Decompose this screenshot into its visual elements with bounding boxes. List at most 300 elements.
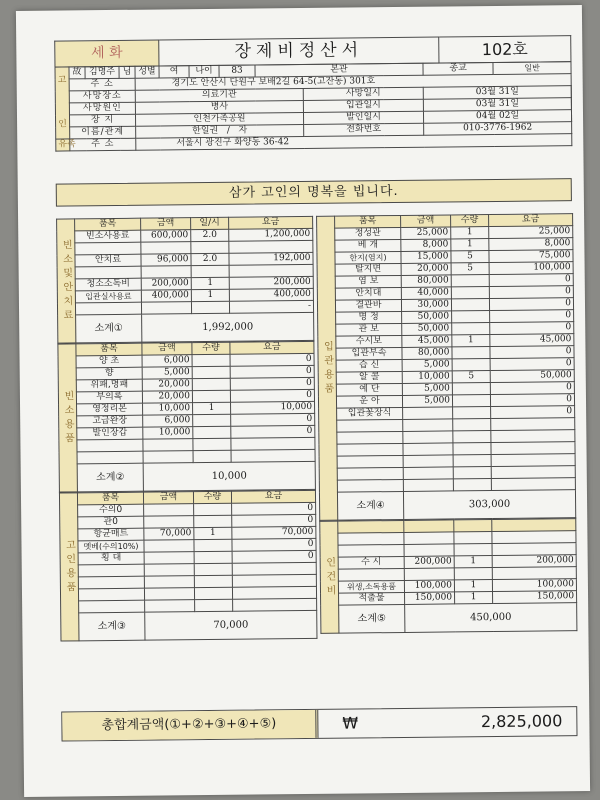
item-header: 품목 — [335, 215, 401, 228]
item-cell — [337, 479, 403, 492]
item-cell: 발인장갑 — [77, 427, 143, 440]
item-cell: 결관바 — [335, 299, 401, 312]
total-cell: 0 — [232, 514, 316, 527]
qty-cell — [192, 390, 230, 402]
section-encoffin-table — [316, 213, 576, 521]
item-cell — [78, 576, 144, 589]
subtotal-label: 소계⑤ — [339, 604, 405, 633]
subtotal-row — [58, 312, 314, 343]
qty-cell: 1 — [191, 289, 229, 301]
amount-cell — [403, 443, 453, 456]
amount-cell: 100,000 — [404, 580, 454, 593]
amount-cell — [144, 564, 194, 577]
amount-cell — [404, 568, 454, 581]
total-cell: - — [229, 300, 313, 313]
qty-cell — [194, 503, 232, 515]
page-title: 장제비정산서 — [159, 37, 439, 66]
amount-cell — [144, 516, 194, 529]
qty-cell: 1 — [451, 239, 489, 251]
qty-cell — [454, 532, 492, 544]
amount-cell — [143, 451, 193, 464]
total-cell: 0 — [490, 358, 574, 371]
amount-cell: 45,000 — [402, 335, 452, 348]
item-cell: 안치대 — [335, 287, 401, 300]
total-cell: 150,000 — [493, 591, 577, 604]
amount-cell — [404, 544, 454, 557]
family-side-label: 유족 — [56, 139, 70, 151]
amount-cell: 5,000 — [402, 359, 452, 372]
section-deceased-goods-table — [59, 490, 318, 642]
family-name-relation: 한일권 / 자 — [136, 124, 304, 138]
item-cell — [338, 532, 404, 545]
amount-cell: 20,000 — [142, 379, 192, 392]
amount-cell — [144, 588, 194, 601]
total-cell: 0 — [230, 365, 314, 378]
item-cell: 양 초 — [76, 355, 142, 368]
item-cell: 안치료 — [75, 254, 141, 267]
item-cell: 관0 — [78, 516, 144, 529]
amount-cell — [144, 576, 194, 589]
item-cell: 수 시 — [338, 556, 404, 569]
amount-cell: 15,000 — [401, 251, 451, 264]
total-cell: 75,000 — [489, 250, 573, 263]
item-cell — [338, 568, 404, 581]
age-label: 나이 — [189, 65, 219, 77]
section-label: 빈소용품 — [58, 344, 78, 492]
item-cell: 탈지면 — [335, 263, 401, 276]
total-cell — [232, 586, 316, 599]
item-cell: 향 — [76, 367, 142, 380]
item-cell: 관 보 — [336, 323, 402, 336]
item-cell: 입관부속 — [336, 347, 402, 360]
total-cell: 0 — [490, 394, 574, 407]
qty-cell: 1 — [455, 592, 493, 604]
total-cell — [231, 449, 315, 462]
qty-cell — [192, 378, 230, 390]
amount-cell: 20,000 — [142, 391, 192, 404]
amount-header: 금액 — [143, 492, 193, 505]
qty-header: 수량 — [193, 491, 231, 503]
age-value: 83 — [219, 65, 255, 77]
total-cell: 0 — [489, 286, 573, 299]
total-cell: 200,000 — [229, 276, 313, 289]
total-cell: 0 — [230, 389, 314, 402]
amount-cell: 8,000 — [401, 239, 451, 252]
subtotal-row — [61, 610, 317, 641]
item-cell — [77, 439, 143, 452]
subtotal-row — [59, 461, 315, 492]
qty-cell — [452, 323, 490, 335]
amount-cell: 40,000 — [401, 287, 451, 300]
subtotal-value: 1,992,000 — [142, 312, 314, 342]
amount-cell — [403, 467, 453, 480]
amount-cell: 96,000 — [141, 254, 191, 267]
qty-cell — [192, 366, 230, 378]
qty-cell — [453, 455, 491, 467]
amount-cell: 50,000 — [402, 323, 452, 336]
item-cell: 위생,소독용품 — [338, 580, 404, 593]
total-cell: 0 — [230, 377, 314, 390]
amount-cell: 80,000 — [401, 275, 451, 288]
amount-cell: 25,000 — [401, 227, 451, 240]
amount-cell: 600,000 — [141, 230, 191, 243]
total-cell: 8,000 — [489, 238, 573, 251]
item-cell: 베 개 — [335, 239, 401, 252]
right-column — [316, 213, 576, 634]
sex-label: 성별 — [135, 66, 159, 78]
phone-label: 전화번호 — [304, 123, 424, 136]
amount-cell: 6,000 — [142, 355, 192, 368]
qty-cell: 1 — [191, 277, 229, 289]
total-header: 요금 — [229, 216, 313, 229]
qty-cell — [191, 301, 229, 313]
total-cell — [491, 478, 575, 491]
total-cell — [491, 466, 575, 479]
name-label: 故 — [69, 67, 85, 79]
amount-cell: 70,000 — [144, 528, 194, 541]
family-address-label: 주 소 — [70, 138, 136, 151]
total-header: 요금 — [489, 214, 573, 227]
subtotal-row — [321, 603, 577, 634]
total-header — [492, 519, 576, 532]
item-cell: 입관실사용료 — [75, 290, 141, 303]
condolence-banner: 삼가 고인의 명복을 빕니다. — [56, 178, 572, 206]
qty-cell — [452, 359, 490, 371]
qty-cell — [194, 551, 232, 563]
origin-label: 본관 — [255, 63, 423, 77]
amount-cell — [144, 552, 194, 565]
death-date: 03월 31일 — [423, 86, 571, 100]
item-cell — [337, 443, 403, 456]
item-cell: 한지(염지) — [335, 251, 401, 264]
qty-cell: 5 — [451, 251, 489, 263]
deceased-address: 경기도 안산시 단원구 보배2길 64-5(고잔동) 301호 — [135, 74, 571, 91]
amount-header: 금액 — [142, 343, 192, 356]
qty-cell — [193, 450, 231, 462]
item-cell: 알 콜 — [336, 371, 402, 384]
qty-cell — [451, 299, 489, 311]
total-cell: 0 — [490, 322, 574, 335]
amount-cell: 6,000 — [143, 415, 193, 428]
burial-value: 인천가족공원 — [135, 112, 303, 126]
amount-cell — [403, 419, 453, 432]
total-cell: 0 — [232, 550, 316, 563]
qty-cell — [451, 287, 489, 299]
total-cell: 100,000 — [489, 262, 573, 275]
total-cell — [232, 574, 316, 587]
death-date-label: 사망일시 — [303, 87, 423, 100]
qty-cell: 1 — [451, 227, 489, 239]
item-header: 품목 — [75, 218, 141, 231]
subtotal-label: 소계④ — [337, 491, 403, 520]
qty-cell — [453, 467, 491, 479]
burial-label: 장 지 — [69, 114, 135, 127]
family-name-label: 이름/관계 — [70, 126, 136, 139]
item-cell: 적출물 — [339, 592, 405, 605]
total-cell: 0 — [489, 274, 573, 287]
total-cell — [492, 531, 576, 544]
amount-cell — [144, 504, 194, 517]
qty-cell — [194, 563, 232, 575]
qty-cell — [454, 544, 492, 556]
total-cell: 50,000 — [490, 370, 574, 383]
item-cell: 멧베(수의10%) — [78, 540, 144, 553]
amount-header: 금액 — [141, 218, 191, 231]
qty-cell — [453, 479, 491, 491]
total-cell — [231, 437, 315, 450]
name-suffix: 님 — [119, 66, 135, 78]
total-header: 요금 — [231, 490, 315, 503]
deceased-info-table — [54, 61, 572, 151]
amount-cell: 30,000 — [401, 299, 451, 312]
qty-cell — [191, 265, 229, 277]
total-cell: 0 — [490, 346, 574, 359]
subtotal-value: 303,000 — [403, 490, 575, 520]
cause-label: 사망원인 — [69, 102, 135, 115]
total-cell: 0 — [231, 425, 315, 438]
total-cell — [492, 543, 576, 556]
total-cell: 0 — [230, 353, 314, 366]
item-cell: 부의록 — [76, 391, 142, 404]
total-cell — [492, 567, 576, 580]
qty-cell — [453, 407, 491, 419]
item-cell: 고급완장 — [77, 415, 143, 428]
amount-header: 금액 — [401, 215, 451, 228]
item-cell — [77, 451, 143, 464]
total-cell: 0 — [232, 538, 316, 551]
section-label: 고인용품 — [59, 493, 79, 641]
grand-total-value-cell — [318, 707, 576, 738]
departure-date: 04월 02일 — [424, 110, 572, 124]
item-cell — [78, 588, 144, 601]
qty-cell — [451, 275, 489, 287]
total-cell — [233, 598, 317, 611]
place-label: 사망장소 — [69, 90, 135, 103]
address-label: 주 소 — [69, 78, 135, 91]
settlement-sheet — [16, 5, 590, 797]
item-cell: 위패,명패 — [76, 379, 142, 392]
item-header — [338, 520, 404, 533]
subtotal-value: 450,000 — [405, 603, 577, 633]
qty-cell — [194, 575, 232, 587]
total-cell: 10,000 — [231, 401, 315, 414]
item-cell — [75, 302, 141, 315]
total-cell: 200,000 — [492, 555, 576, 568]
departure-label: 발인일시 — [303, 111, 423, 124]
item-cell: 횡 대 — [78, 552, 144, 565]
item-cell: 항균매트 — [78, 528, 144, 541]
qty-cell: 2.0 — [191, 253, 229, 265]
item-cell — [337, 455, 403, 468]
amount-cell: 10,000 — [143, 403, 193, 416]
religion-value: 일반 — [493, 62, 571, 75]
amount-cell: 5,000 — [402, 383, 452, 396]
qty-cell — [452, 395, 490, 407]
qty-cell — [453, 419, 491, 431]
total-cell: 45,000 — [490, 334, 574, 347]
left-column — [56, 216, 316, 642]
qty-header: 수량 — [192, 342, 230, 354]
amount-cell — [141, 242, 191, 255]
amount-cell: 400,000 — [141, 290, 191, 303]
qty-cell — [191, 241, 229, 253]
subtotal-label: 소계② — [77, 463, 143, 492]
amount-cell: 150,000 — [405, 592, 455, 605]
amount-cell — [403, 479, 453, 492]
subtotal-label: 소계③ — [79, 612, 145, 641]
section-supplies-table — [57, 341, 316, 493]
amount-cell: 200,000 — [404, 556, 454, 569]
item-cell: 영정리본 — [77, 403, 143, 416]
item-cell: 예 단 — [336, 383, 402, 396]
amount-cell — [403, 455, 453, 468]
item-header: 품목 — [77, 492, 143, 505]
amount-cell — [143, 439, 193, 452]
amount-cell — [145, 600, 195, 613]
amount-cell — [403, 407, 453, 420]
section-label: 인건비 — [320, 521, 339, 633]
total-cell: 0 — [232, 502, 316, 515]
amount-cell — [141, 266, 191, 279]
qty-header: 일/시 — [191, 217, 229, 229]
item-cell: 명 정 — [336, 311, 402, 324]
total-cell — [229, 240, 313, 253]
stamp: 세 화 — [55, 40, 159, 67]
qty-cell — [453, 431, 491, 443]
amount-cell: 10,000 — [143, 427, 193, 440]
subtotal-label: 소계① — [76, 314, 142, 343]
place-value: 의료기관 — [135, 88, 303, 102]
item-cell — [75, 242, 141, 255]
item-cell — [338, 544, 404, 557]
total-cell: 0 — [489, 298, 573, 311]
item-cell: 정성관 — [335, 227, 401, 240]
qty-cell — [193, 426, 231, 438]
qty-cell — [193, 438, 231, 450]
amount-cell: 5,000 — [402, 395, 452, 408]
total-cell: 100,000 — [492, 579, 576, 592]
qty-cell: 1 — [454, 556, 492, 568]
total-cell — [232, 562, 316, 575]
total-cell — [229, 264, 313, 277]
item-cell: 입관꽃장식 — [337, 407, 403, 420]
total-cell — [491, 454, 575, 467]
sex-value: 여 — [159, 66, 189, 78]
total-cell: 400,000 — [229, 288, 313, 301]
item-cell: 청소소독비 — [75, 278, 141, 291]
item-cell — [337, 431, 403, 444]
qty-cell: 1 — [452, 335, 490, 347]
item-cell: 염 보 — [335, 275, 401, 288]
family-address: 서울시 광진구 화양동 36-42 — [136, 134, 572, 151]
section-labor-table — [319, 518, 577, 634]
item-cell: 빈소사용료 — [75, 230, 141, 243]
subtotal-value: 70,000 — [145, 610, 317, 640]
qty-header: 수량 — [451, 215, 489, 227]
total-cell: 0 — [490, 310, 574, 323]
qty-header — [454, 520, 492, 532]
total-cell: 25,000 — [489, 226, 573, 239]
item-cell — [79, 600, 145, 613]
amount-cell: 200,000 — [141, 278, 191, 291]
qty-cell — [192, 354, 230, 366]
subtotal-value: 10,000 — [143, 461, 315, 491]
amount-cell — [141, 302, 191, 315]
religion-label: 종교 — [423, 62, 493, 75]
total-cell — [491, 418, 575, 431]
total-cell: 0 — [491, 406, 575, 419]
amount-cell — [404, 532, 454, 545]
qty-cell: 2.0 — [191, 229, 229, 241]
item-cell: 운 아 — [336, 395, 402, 408]
currency-symbol: ₩ — [342, 713, 359, 733]
qty-cell: 1 — [194, 527, 232, 539]
total-cell — [491, 442, 575, 455]
qty-cell — [452, 347, 490, 359]
cause-value: 병사 — [135, 100, 303, 114]
item-cell — [75, 266, 141, 279]
qty-cell: 1 — [193, 402, 231, 414]
total-cell: 0 — [490, 382, 574, 395]
qty-cell — [194, 587, 232, 599]
item-header: 품목 — [76, 343, 142, 356]
amount-header — [404, 520, 454, 533]
item-cell — [78, 564, 144, 577]
qty-cell: 1 — [454, 580, 492, 592]
qty-cell — [452, 383, 490, 395]
qty-cell — [454, 568, 492, 580]
encoffin-label: 입관일시 — [303, 99, 423, 112]
qty-cell — [452, 311, 490, 323]
subtotal-row — [319, 490, 575, 521]
amount-cell: 5,000 — [142, 367, 192, 380]
item-cell: 수시보 — [336, 335, 402, 348]
qty-cell — [193, 414, 231, 426]
total-cell: 192,000 — [229, 252, 313, 265]
amount-cell — [144, 540, 194, 553]
room-number: 102호 — [439, 36, 571, 63]
qty-cell — [453, 443, 491, 455]
item-cell: 습 신 — [336, 359, 402, 372]
qty-cell: 5 — [452, 371, 490, 383]
grand-total-value: 2,825,000 — [480, 711, 563, 732]
section-label: 입관용품 — [317, 216, 338, 520]
item-cell — [337, 419, 403, 432]
family-phone: 010-3776-1962 — [424, 122, 572, 136]
total-header: 요금 — [230, 341, 314, 354]
qty-cell — [194, 515, 232, 527]
qty-cell: 5 — [451, 263, 489, 275]
amount-cell: 50,000 — [402, 311, 452, 324]
amount-cell — [403, 431, 453, 444]
section-label: 빈소및안치료 — [57, 219, 76, 343]
amount-cell: 10,000 — [402, 371, 452, 384]
deceased-name: 김명주 — [85, 66, 119, 78]
qty-cell — [194, 539, 232, 551]
section-facility-table — [56, 216, 314, 344]
amount-cell: 80,000 — [402, 347, 452, 360]
encoffin-date: 03월 31일 — [423, 98, 571, 112]
item-cell: 수의0 — [78, 504, 144, 517]
deceased-side-label: 고 인 — [55, 67, 70, 139]
grand-total-label: 총합계금액(①+②+③+④+⑤) — [62, 710, 318, 741]
grand-total-row — [61, 706, 577, 741]
qty-cell — [195, 599, 233, 611]
amount-cell: 20,000 — [401, 263, 451, 276]
total-cell — [491, 430, 575, 443]
total-cell: 1,200,000 — [229, 228, 313, 241]
item-cell — [337, 467, 403, 480]
